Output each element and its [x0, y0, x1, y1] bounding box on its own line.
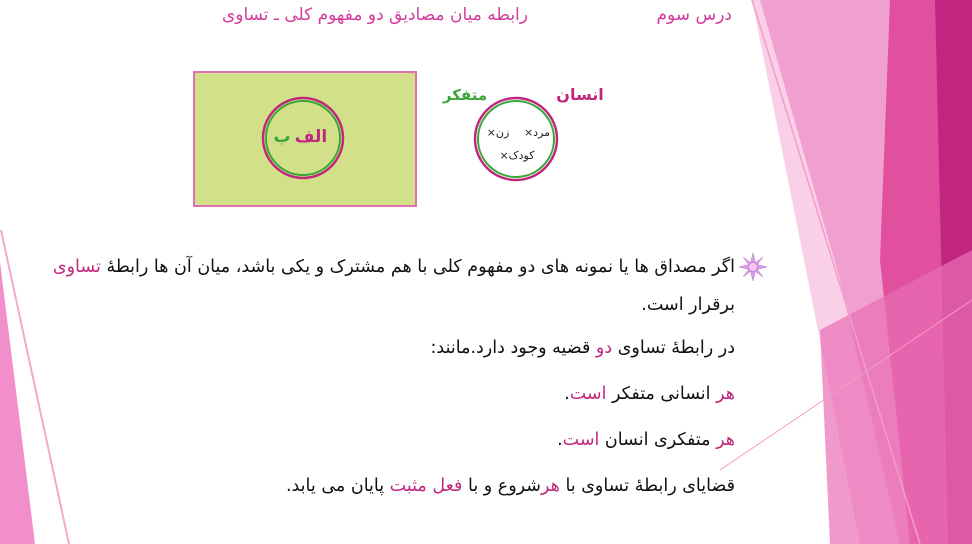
keyword-positive-verb: فعل مثبت: [389, 476, 463, 496]
rule-text-1: قضایای رابطۀ تساوی با: [559, 476, 735, 496]
venn-label-b: ب: [273, 127, 291, 147]
lesson-number: درس سوم: [656, 5, 732, 25]
keyword-every-2: هر: [716, 430, 735, 450]
flower-bullet-icon: [738, 252, 768, 282]
example-1-text: انسانی متفکر: [606, 384, 717, 404]
example-2-end: .: [557, 430, 563, 450]
slide-content: [30, 248, 735, 498]
rule-line: [30, 474, 735, 498]
member-man: مرد×: [523, 126, 551, 139]
label-human: انسان: [556, 85, 604, 104]
keyword-every-3: هر: [540, 476, 560, 496]
member-child: کودک×: [499, 149, 535, 162]
keyword-two: دو: [595, 338, 613, 358]
example-2-line: [30, 428, 735, 452]
keyword-equality: تساوی: [52, 257, 101, 277]
rule-text-3: پایان می یابد.: [285, 476, 390, 496]
label-thinker: متفکر: [442, 86, 488, 104]
keyword-is-2: است: [562, 430, 600, 450]
two-propositions-text-1: در رابطۀ تساوی: [612, 338, 735, 358]
keyword-is-1: است: [569, 384, 607, 404]
definition-text-1: اگر مصداق ها یا نمونه های دو مفهوم کلی با هم مشترک و یکی باشد، میان آن ها رابطۀ: [100, 257, 735, 277]
venn-label-a: الف: [294, 127, 328, 147]
rule-text-2: شروع و با: [462, 476, 541, 496]
example-2-text: متفکری انسان: [599, 430, 717, 450]
definition-text-2: برقرار است.: [641, 295, 735, 315]
example-1-end: .: [564, 384, 570, 404]
member-woman: زن×: [486, 126, 510, 139]
set-circle-outer: [475, 98, 557, 180]
example-1-line: [30, 382, 735, 406]
definition-paragraph: [30, 248, 735, 324]
two-propositions-text-2: قضیه وجود دارد.مانند:: [430, 338, 596, 358]
keyword-every-1: هر: [716, 384, 735, 404]
slide-title: رابطه میان مصادیق دو مفهوم کلی ـ تساوی: [221, 5, 528, 25]
two-propositions-line: [30, 336, 735, 360]
